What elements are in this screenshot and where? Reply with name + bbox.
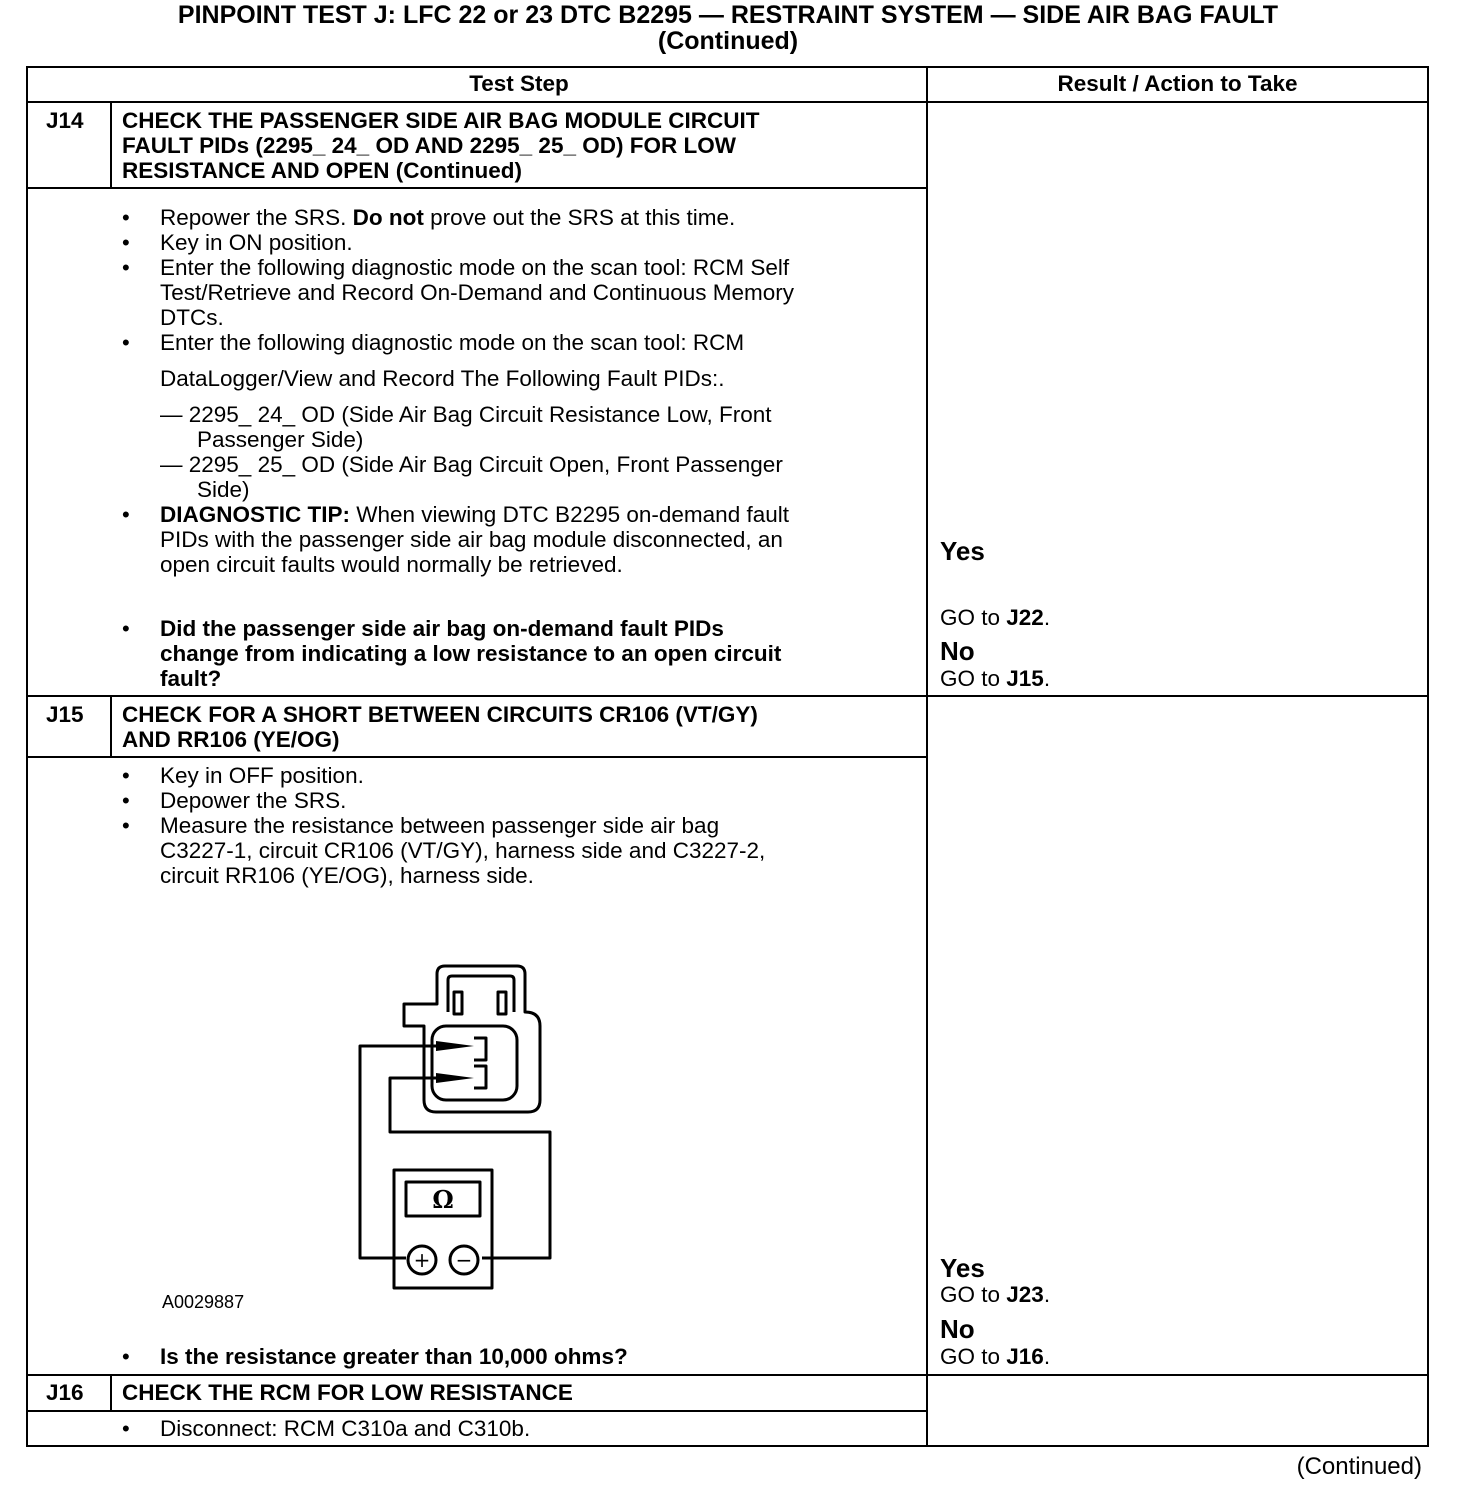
bullet-icon: •: [122, 1344, 130, 1369]
table-right-border: [1427, 66, 1429, 1447]
j16-step-divider: [110, 1374, 112, 1412]
j14-heading-line1: CHECK THE PASSENGER SIDE AIR BAG MODULE CIRCUIT: [122, 108, 760, 133]
j14-dash-2-line1: — 2295_ 25_ OD (Side Air Bag Circuit Open, Front Passenger: [160, 452, 783, 477]
ohm-symbol: Ω: [432, 1185, 454, 1214]
j14-dash-1-line2: Passenger Side): [197, 427, 364, 452]
j15-no-action: GO to J16.: [940, 1344, 1051, 1369]
header-bottom-border: [26, 101, 1429, 103]
j16-heading-bottom: [26, 1410, 927, 1412]
connector-inner: [448, 976, 514, 1012]
page-title-line1: PINPOINT TEST J: LFC 22 or 23 DTC B2295 — RESTRAINT SYSTEM — SIDE AIR BAG FAULT: [177, 1, 1279, 29]
j15-heading-line1: CHECK FOR A SHORT BETWEEN CIRCUITS CR106 (VT/GY): [122, 702, 758, 727]
footer-continued: (Continued): [1296, 1453, 1422, 1480]
j15-bullet-3-line2: C3227-1, circuit CR106 (VT/GY), harness side and C3227-2,: [160, 838, 766, 863]
bullet-icon: •: [122, 502, 130, 527]
j15-question: Is the resistance greater than 10,000 ohms?: [160, 1344, 628, 1369]
j14-question-line1: Did the passenger side air bag on-demand fault PIDs: [160, 616, 724, 641]
latch-tab-right: [498, 992, 506, 1014]
j14-heading-line3: RESISTANCE AND OPEN (Continued): [122, 158, 522, 183]
j15-no-label: No: [940, 1314, 975, 1344]
j16-heading: CHECK THE RCM FOR LOW RESISTANCE: [122, 1380, 573, 1405]
j14-question-line3: fault?: [160, 666, 222, 691]
bullet-icon: •: [122, 1416, 130, 1441]
j14-bottom-border: [26, 695, 1429, 697]
j14-bullet-1: [160, 205, 735, 230]
j14-dash-1-line1: — 2295_ 24_ OD (Side Air Bag Circuit Resistance Low, Front: [160, 402, 772, 427]
j15-step-divider: [110, 695, 112, 758]
j14-dash-2-line2: Side): [197, 477, 250, 502]
j15-bullet-3-line3: circuit RR106 (YE/OG), harness side.: [160, 863, 534, 888]
j14-heading-line2: FAULT PIDs (2295_ 24_ OD AND 2295_ 25_ OD) FOR LOW: [122, 133, 736, 158]
j14-tip-line1: [160, 502, 789, 527]
j14-yes-label: Yes: [940, 536, 985, 566]
connector-outline: [404, 966, 540, 1112]
j14-no-target: J15: [1006, 666, 1044, 691]
j15-yes-action: GO to J23.: [940, 1282, 1051, 1307]
j14-no-pre: GO to: [940, 666, 1007, 691]
table-top-border: [26, 66, 1429, 68]
j14-tip-text: When viewing DTC B2295 on-demand fault: [350, 502, 789, 527]
j14-b1-post: prove out the SRS at this time.: [423, 205, 736, 230]
j16-bullet-1: Disconnect: RCM C310a and C310b.: [160, 1416, 531, 1441]
j14-step-divider: [110, 101, 112, 189]
j15-no-pre: GO to: [940, 1344, 1007, 1369]
j14-bullet-4-line1: Enter the following diagnostic mode on the scan tool: RCM: [160, 330, 745, 355]
j14-tip-label: DIAGNOSTIC TIP:: [160, 502, 350, 527]
j15-heading-line2: AND RR106 (YE/OG): [122, 727, 340, 752]
j15-step-id: J15: [46, 702, 84, 727]
j15-bullet-1: Key in OFF position.: [160, 763, 364, 788]
figure-code: A0029887: [162, 1292, 245, 1312]
column-header-test-step: Test Step: [469, 71, 569, 96]
ohmmeter-diagram: [340, 960, 570, 1295]
probe-tip-1: [436, 1041, 474, 1051]
bullet-icon: •: [122, 230, 130, 255]
j16-step-id: J16: [46, 1380, 84, 1405]
j14-step-id: J14: [46, 108, 84, 133]
bullet-icon: •: [122, 255, 130, 280]
j14-tip-line2: PIDs with the passenger side air bag module disconnected, an: [160, 527, 783, 552]
j14-no-action: GO to J15.: [940, 666, 1051, 691]
page-title-line2: (Continued): [657, 27, 799, 55]
j14-bullet-3-line2: Test/Retrieve and Record On-Demand and Continuous Memory: [160, 280, 795, 305]
table-bottom-border: [26, 1445, 1429, 1447]
bullet-icon: •: [122, 788, 130, 813]
j15-yes-target: J23: [1006, 1282, 1044, 1307]
plus-symbol: +: [413, 1248, 431, 1272]
bullet-icon: •: [122, 205, 130, 230]
j14-yes-target: J22: [1006, 605, 1044, 630]
bullet-icon: •: [122, 616, 130, 641]
j15-yes-label: Yes: [940, 1253, 985, 1283]
j14-tip-line3: open circuit faults would normally be retrieved.: [160, 552, 623, 577]
page-title: [0, 2, 1456, 54]
j15-yes-pre: GO to: [940, 1282, 1007, 1307]
j14-heading-bottom: [26, 187, 927, 189]
j14-bullet-3-line3: DTCs.: [160, 305, 224, 330]
j14-bullet-3-line1: Enter the following diagnostic mode on the scan tool: RCM Self: [160, 255, 790, 280]
latch-tab-left: [454, 992, 462, 1014]
j15-bullet-2: Depower the SRS.: [160, 788, 347, 813]
j14-b1-pre: Repower the SRS.: [160, 205, 353, 230]
j14-bullet-2: Key in ON position.: [160, 230, 353, 255]
j14-no-label: No: [940, 636, 975, 666]
j14-yes-action: GO to J22.: [940, 605, 1051, 630]
bullet-icon: •: [122, 330, 130, 355]
j15-no-target: J16: [1006, 1344, 1044, 1369]
j14-bullet-4-line2: DataLogger/View and Record The Following Fault PIDs:.: [160, 366, 725, 391]
pin-terminal-1: [474, 1038, 486, 1060]
j14-question-line2: change from indicating a low resistance to an open circuit: [160, 641, 782, 666]
minus-symbol: −: [455, 1248, 473, 1272]
j15-bottom-border: [26, 1374, 1429, 1376]
bullet-icon: •: [122, 813, 130, 838]
j15-heading-bottom: [26, 756, 927, 758]
j14-b1-bold: Do not: [352, 205, 424, 230]
j15-bullet-3-line1: Measure the resistance between passenger side air bag: [160, 813, 720, 838]
probe-tip-2: [436, 1073, 474, 1083]
column-header-result: Result / Action to Take: [1057, 71, 1298, 96]
wire-minus: [390, 1078, 550, 1258]
j14-yes-pre: GO to: [940, 605, 1007, 630]
pin-terminal-2: [474, 1066, 486, 1088]
bullet-icon: •: [122, 763, 130, 788]
